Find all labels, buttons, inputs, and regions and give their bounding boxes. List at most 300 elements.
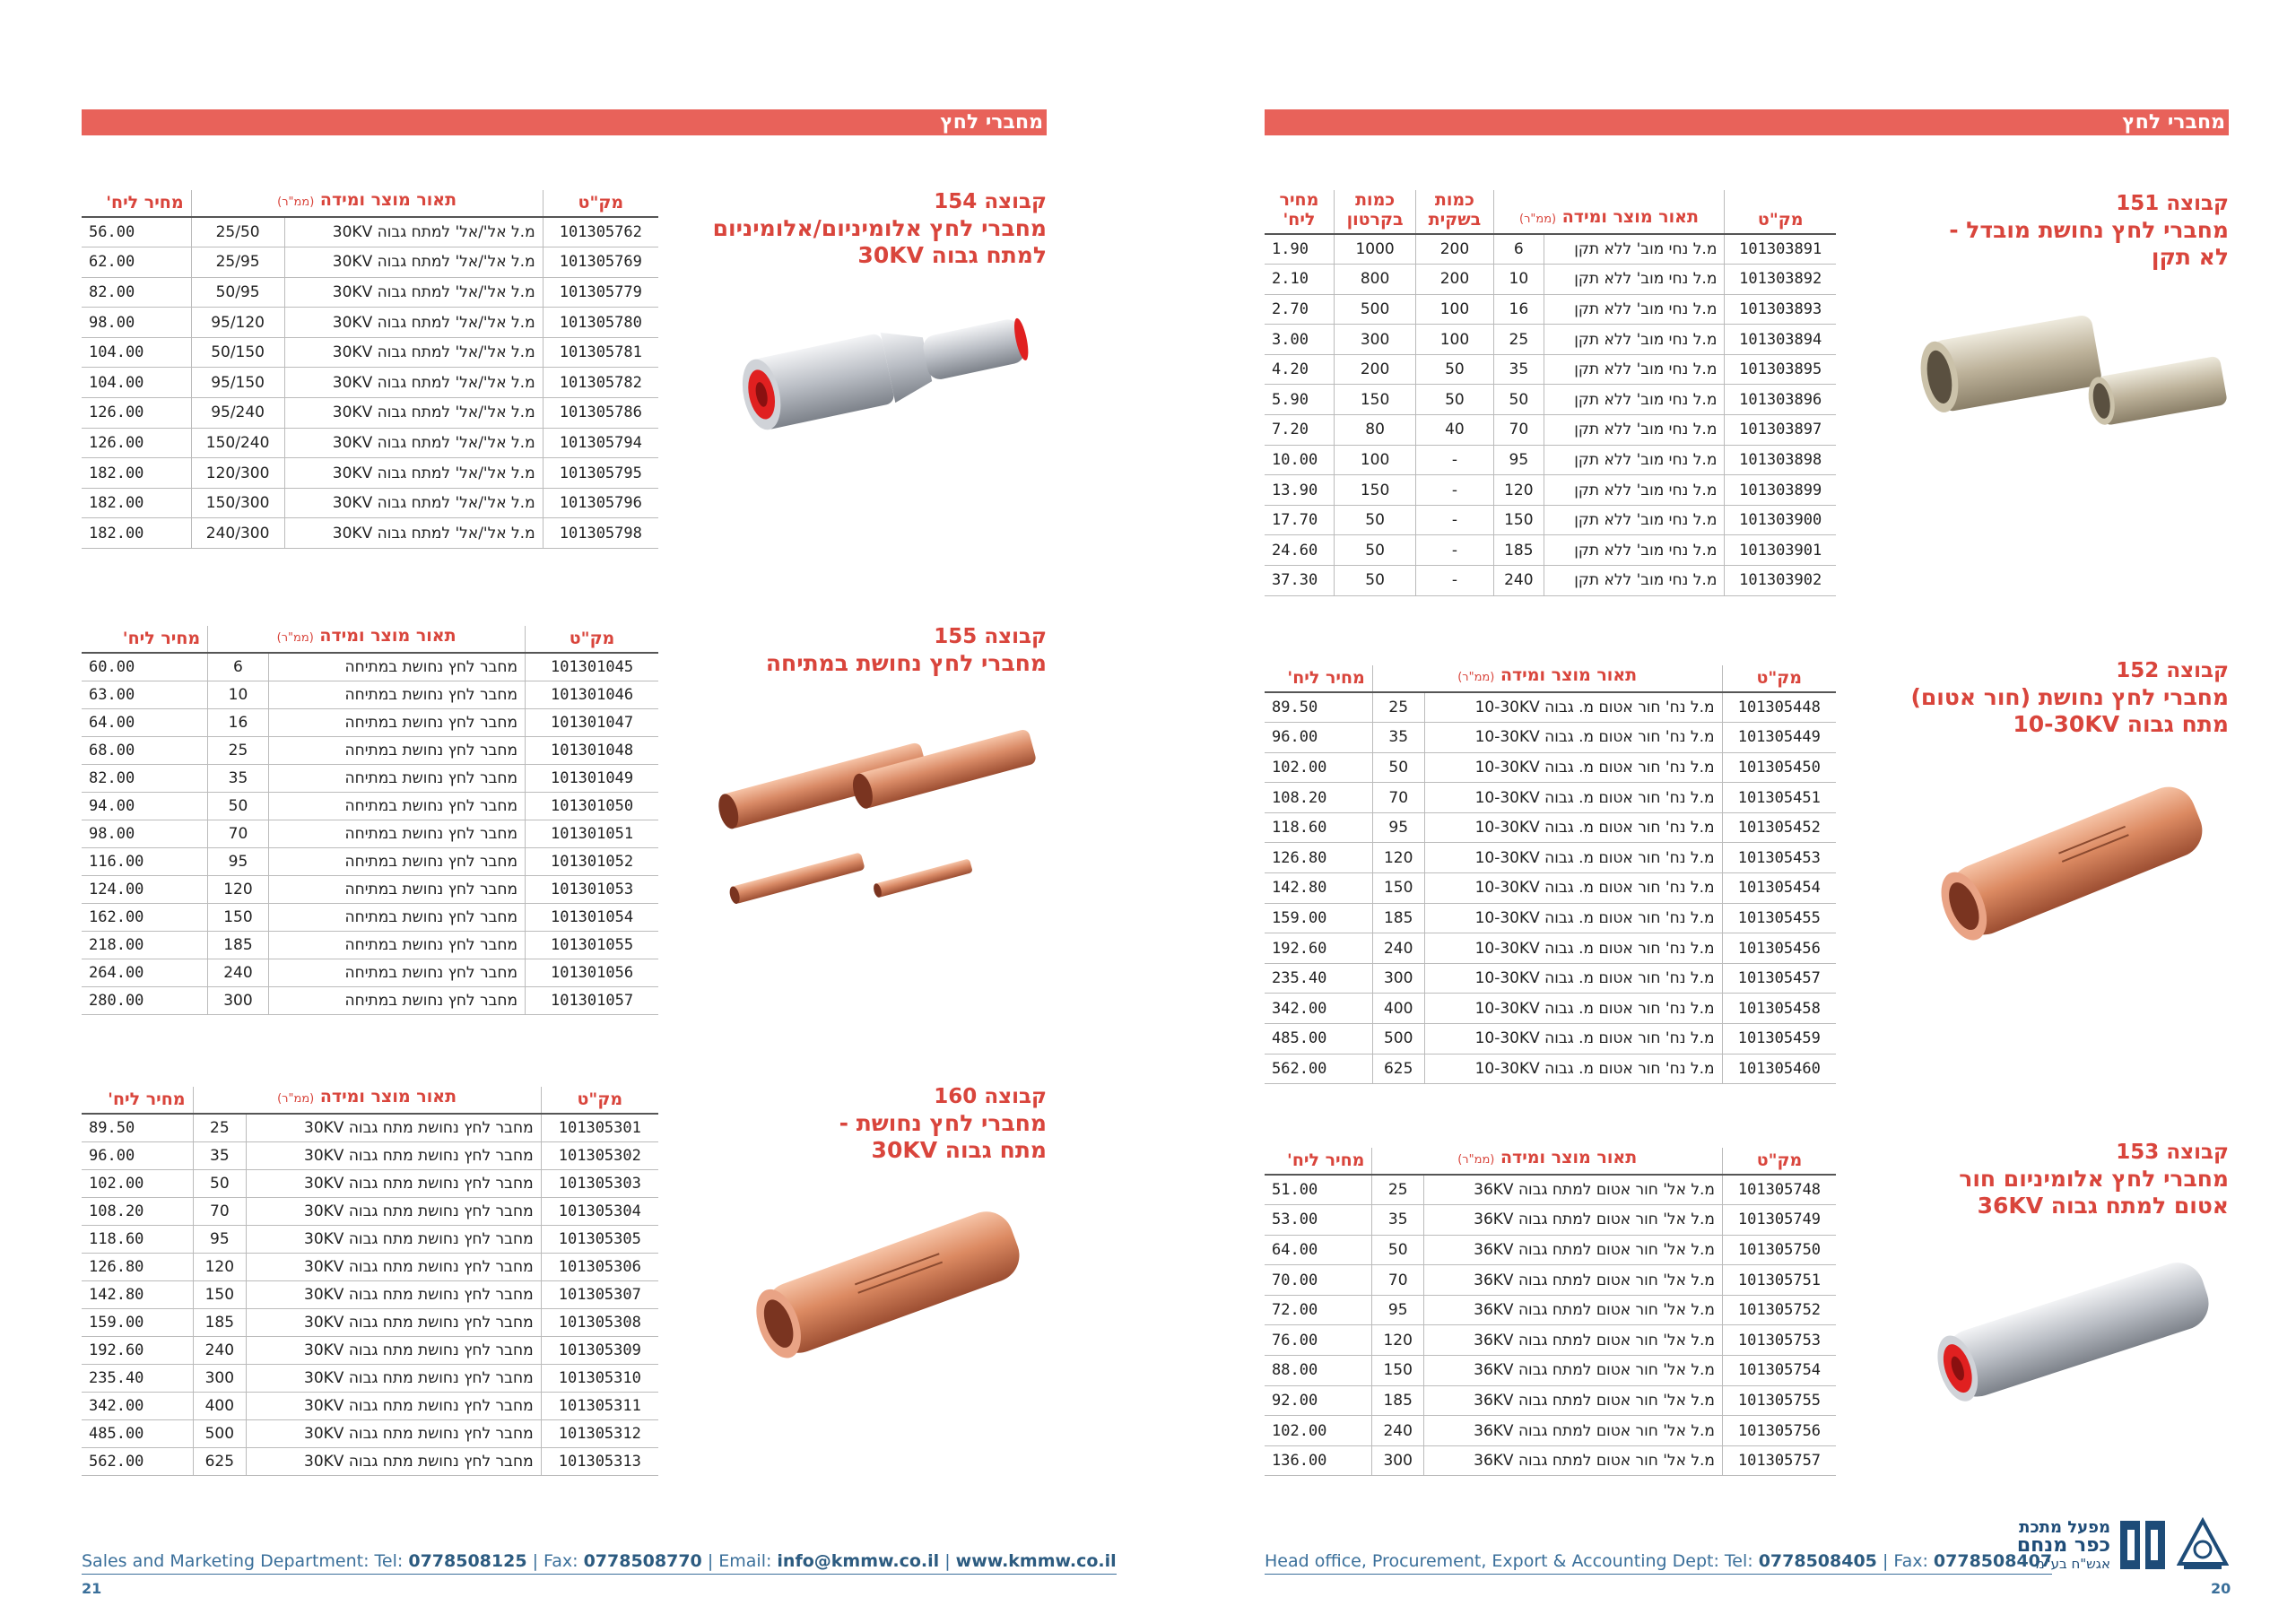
cell-size: 625 xyxy=(193,1447,247,1475)
cell-desc: מ.ל נחי מוב' ללא תקן xyxy=(1544,475,1725,506)
group-154-heading xyxy=(713,188,1047,269)
cell-price: 280.00 xyxy=(82,986,208,1014)
cell-bag: 100 xyxy=(1416,325,1493,355)
cell-size: 10 xyxy=(208,681,269,708)
cell-sku: 101303894 xyxy=(1725,325,1836,355)
cell-size: 120 xyxy=(193,1253,247,1280)
table-row xyxy=(82,247,658,278)
cell-size: 120 xyxy=(1372,1325,1424,1356)
cell-sku: 101301057 xyxy=(526,986,658,1014)
table-row xyxy=(1265,1295,1836,1325)
cell-sku: 101305781 xyxy=(543,337,658,368)
cell-desc: מ.ל אל' חור אטום למתח גבוה 36KV xyxy=(1424,1235,1723,1265)
table-row xyxy=(82,653,658,681)
table-row xyxy=(1265,843,1836,873)
cell-sku: 101303893 xyxy=(1725,294,1836,325)
cell-size: 150/240 xyxy=(191,428,284,458)
table-row xyxy=(82,875,658,903)
table-row xyxy=(1265,873,1836,904)
cell-desc: מ.ל אל' חור אטום למתח גבוה 36KV xyxy=(1424,1416,1723,1446)
cell-size: 16 xyxy=(1493,294,1544,325)
cell-size: 400 xyxy=(193,1392,247,1419)
bag-qty-line1: כמות xyxy=(1434,190,1474,210)
cell-size: 50 xyxy=(1493,385,1544,415)
box-qty-line1: כמות xyxy=(1355,190,1396,210)
table-row xyxy=(82,488,658,518)
group-152-price-table xyxy=(1265,665,1836,1084)
cell-sku: 101305311 xyxy=(541,1392,658,1419)
cell-price: 76.00 xyxy=(1265,1325,1372,1356)
cell-size: 35 xyxy=(208,764,269,792)
cell-size: 120 xyxy=(1493,475,1544,506)
cell-price: 126.00 xyxy=(82,398,191,429)
cell-size: 95/120 xyxy=(191,308,284,338)
cell-size: 25/50 xyxy=(191,217,284,247)
cell-price: 82.00 xyxy=(82,764,208,792)
col-sku-header: מק"ט xyxy=(1722,665,1836,692)
cell-desc: מ.ל אל'/אל' למתח גבוה 30KV xyxy=(284,277,543,308)
cell-price: 192.60 xyxy=(1265,933,1372,964)
aluminium-sealed-connector-photo xyxy=(1924,1246,2229,1408)
group-title: מתח גבוה 10-30KV xyxy=(2013,711,2229,737)
cell-bag: 50 xyxy=(1416,385,1493,415)
cell-price: 142.80 xyxy=(82,1280,193,1308)
cell-desc: מ.ל אל'/אל' למתח גבוה 30KV xyxy=(284,308,543,338)
cell-size: 500 xyxy=(193,1419,247,1447)
table-row xyxy=(82,1336,658,1364)
cell-sku: 101305454 xyxy=(1722,873,1836,904)
cell-desc: מ.ל נחי מוב' ללא תקן xyxy=(1544,415,1725,446)
cell-desc: מ.ל אל' חור אטום למתח גבוה 36KV xyxy=(1424,1175,1723,1205)
footer-email-link[interactable]: info@kmmw.co.il xyxy=(777,1551,940,1571)
company-name-line2: כפר מנחם xyxy=(2016,1534,2110,1557)
table-row xyxy=(82,1197,658,1225)
cell-desc: מחבר לחץ נחושת מתח גבוה 30KV xyxy=(247,1419,542,1447)
group-160-heading xyxy=(839,1083,1047,1164)
table-row xyxy=(82,931,658,959)
cell-box: 200 xyxy=(1334,354,1415,385)
footer-email-label: | Email: xyxy=(707,1551,772,1571)
table-row xyxy=(1265,783,1836,813)
cell-sku: 101305756 xyxy=(1722,1416,1836,1446)
cell-sku: 101303901 xyxy=(1725,535,1836,566)
cell-price: 10.00 xyxy=(1265,445,1334,475)
cell-desc: מחבר לחץ נחושת מתח גבוה 30KV xyxy=(247,1197,542,1225)
cell-price: 37.30 xyxy=(1265,566,1334,596)
cell-sku: 101301054 xyxy=(526,903,658,931)
cell-desc: מ.ל אל'/אל' למתח גבוה 30KV xyxy=(284,458,543,489)
cell-box: 800 xyxy=(1334,265,1415,295)
cell-sku: 101305310 xyxy=(541,1364,658,1392)
cell-desc: מ.ל אל' חור אטום למתח גבוה 36KV xyxy=(1424,1325,1723,1356)
cell-desc: מ.ל אל' חור אטום למתח גבוה 36KV xyxy=(1424,1295,1723,1325)
right-page-footer xyxy=(1265,1551,2052,1575)
group-title: מחברי לחץ נחושת (חור אטום) xyxy=(1910,684,2229,710)
cell-price: 485.00 xyxy=(82,1419,193,1447)
cell-sku: 101301053 xyxy=(526,875,658,903)
cell-price: 126.80 xyxy=(82,1253,193,1280)
cell-price: 102.00 xyxy=(1265,752,1372,783)
table-row xyxy=(82,1419,658,1447)
cell-desc: מחבר לחץ נחושת במתיחה xyxy=(268,875,525,903)
cell-price: 485.00 xyxy=(1265,1024,1372,1055)
cell-price: 96.00 xyxy=(1265,723,1372,753)
col-price-header: מחיר ליח' xyxy=(1265,665,1372,692)
cell-sku: 101305312 xyxy=(541,1419,658,1447)
cell-price: 64.00 xyxy=(1265,1235,1372,1265)
cell-size: 150 xyxy=(1372,1356,1424,1386)
cell-box: 80 xyxy=(1334,415,1415,446)
cell-desc: מ.ל אל'/אל' למתח גבוה 30KV xyxy=(284,488,543,518)
cell-price: 70.00 xyxy=(1265,1265,1372,1296)
table-row xyxy=(1265,723,1836,753)
table-row xyxy=(1265,505,1836,535)
cell-size: 300 xyxy=(1372,1445,1424,1476)
cell-desc: מ.ל נחי מוב' ללא תקן xyxy=(1544,294,1725,325)
cell-size: 625 xyxy=(1372,1054,1424,1084)
cell-sku: 101305301 xyxy=(541,1114,658,1141)
cell-box: 150 xyxy=(1334,475,1415,506)
left-page-header-bar xyxy=(82,109,1047,135)
table-row xyxy=(82,986,658,1014)
table-row xyxy=(1265,752,1836,783)
footer-website-link[interactable]: www.kmmw.co.il xyxy=(955,1551,1117,1571)
cell-size: 10 xyxy=(1493,265,1544,295)
col-price-header xyxy=(1265,190,1334,234)
col-price-header: מחיר ליח' xyxy=(82,190,191,217)
cell-desc: מ.ל אל'/אל' למתח גבוה 30KV xyxy=(284,337,543,368)
cell-desc: מ.ל אל'/אל' למתח גבוה 30KV xyxy=(284,368,543,398)
group-title: לא תקן xyxy=(2151,244,2229,270)
footer-tel[interactable]: 0778508405 xyxy=(1758,1551,1877,1571)
cell-desc: מ.ל אל'/אל' למתח גבוה 30KV xyxy=(284,247,543,278)
cell-box: 1000 xyxy=(1334,234,1415,265)
table-row xyxy=(1265,475,1836,506)
cell-price: 159.00 xyxy=(1265,903,1372,933)
table-row xyxy=(82,1225,658,1253)
cell-size: 25 xyxy=(193,1114,247,1141)
cell-size: 240 xyxy=(1372,933,1424,964)
cell-sku: 101305796 xyxy=(543,488,658,518)
cell-price: 2.70 xyxy=(1265,294,1334,325)
cell-size: 95/150 xyxy=(191,368,284,398)
table-row xyxy=(1265,385,1836,415)
cell-sku: 101303895 xyxy=(1725,354,1836,385)
cell-desc: מ.ל נח' חור אטום מ. גבוה 10-30KV xyxy=(1424,1054,1722,1084)
cell-sku: 101305448 xyxy=(1722,692,1836,723)
group-title: אטום למתח גבוה 36KV xyxy=(1977,1193,2229,1219)
group-number: קבוצה 153 xyxy=(2116,1141,2229,1164)
cell-price: 4.20 xyxy=(1265,354,1334,385)
table-row xyxy=(82,368,658,398)
cell-sku: 101305309 xyxy=(541,1336,658,1364)
cell-desc: מ.ל אל' חור אטום למתח גבוה 36KV xyxy=(1424,1385,1723,1416)
cell-size: 185 xyxy=(1372,1385,1424,1416)
cell-desc: מחבר לחץ נחושת במתיחה xyxy=(268,653,525,681)
cell-price: 92.00 xyxy=(1265,1385,1372,1416)
cell-size: 25 xyxy=(1493,325,1544,355)
group-title: מחברי לחץ נחושת - xyxy=(839,1110,1047,1136)
table-row xyxy=(1265,963,1836,994)
cell-size: 50 xyxy=(1372,752,1424,783)
col-price-header: מחיר ליח' xyxy=(82,1087,193,1114)
cell-price: 7.20 xyxy=(1265,415,1334,446)
table-row xyxy=(1265,903,1836,933)
cell-size: 25 xyxy=(1372,1175,1424,1205)
table-row xyxy=(82,764,658,792)
cell-desc: מחבר לחץ נחושת מתח גבוה 30KV xyxy=(247,1114,542,1141)
cell-desc: מ.ל נח' חור אטום מ. גבוה 10-30KV xyxy=(1424,723,1722,753)
table-row xyxy=(1265,692,1836,723)
table-row xyxy=(82,847,658,875)
cell-desc: מ.ל נח' חור אטום מ. גבוה 10-30KV xyxy=(1424,873,1722,904)
cell-size: 150/300 xyxy=(191,488,284,518)
cell-desc: מ.ל נח' חור אטום מ. גבוה 10-30KV xyxy=(1424,783,1722,813)
price-line1: מחיר xyxy=(1279,190,1319,210)
cell-box: 50 xyxy=(1334,505,1415,535)
desc-label: תאור מוצר ומידה xyxy=(319,190,457,210)
cell-sku: 101303902 xyxy=(1725,566,1836,596)
cell-desc: מחבר לחץ נחושת מתח גבוה 30KV xyxy=(247,1308,542,1336)
cell-sku: 101305307 xyxy=(541,1280,658,1308)
cell-price: 13.90 xyxy=(1265,475,1334,506)
company-logo-icon xyxy=(2117,1517,2169,1573)
cell-sku: 101305779 xyxy=(543,277,658,308)
table-row xyxy=(82,337,658,368)
col-desc-header xyxy=(193,1087,541,1114)
cell-size: 95 xyxy=(1372,1295,1424,1325)
cell-size: 240 xyxy=(1493,566,1544,596)
cell-desc: מ.ל נח' חור אטום מ. גבוה 10-30KV xyxy=(1424,994,1722,1024)
cell-size: 50 xyxy=(193,1169,247,1197)
cell-desc: מ.ל נח' חור אטום מ. גבוה 10-30KV xyxy=(1424,963,1722,994)
bag-qty-line2: בשקית xyxy=(1428,210,1482,230)
cell-size: 70 xyxy=(208,820,269,847)
cell-price: 3.00 xyxy=(1265,325,1334,355)
table-row xyxy=(82,708,658,736)
cell-size: 95 xyxy=(193,1225,247,1253)
table-row xyxy=(82,820,658,847)
cell-sku: 101305308 xyxy=(541,1308,658,1336)
cell-sku: 101301055 xyxy=(526,931,658,959)
group-title: מחברי לחץ נחושת במתיחה xyxy=(765,650,1047,676)
table-row xyxy=(82,458,658,489)
cell-sku: 101305456 xyxy=(1722,933,1836,964)
cell-sku: 101305780 xyxy=(543,308,658,338)
cell-sku: 101305795 xyxy=(543,458,658,489)
cell-size: 25 xyxy=(208,736,269,764)
table-row xyxy=(1265,1416,1836,1446)
cell-price: 342.00 xyxy=(82,1392,193,1419)
cell-sku: 101305769 xyxy=(543,247,658,278)
cell-size: 70 xyxy=(1493,415,1544,446)
copper-tension-connectors-photo xyxy=(713,708,1045,924)
cell-price: 182.00 xyxy=(82,458,191,489)
table-row xyxy=(82,308,658,338)
table-row xyxy=(1265,933,1836,964)
footer-prefix: Sales and Marketing Department: Tel: xyxy=(82,1551,404,1571)
cell-desc: מ.ל אל' חור אטום למתח גבוה 36KV xyxy=(1424,1356,1723,1386)
cell-price: 116.00 xyxy=(82,847,208,875)
desc-label: תאור מוצר ומידה xyxy=(319,1087,457,1107)
cell-sku: 101305452 xyxy=(1722,812,1836,843)
cell-sku: 101305450 xyxy=(1722,752,1836,783)
cell-bag: 50 xyxy=(1416,354,1493,385)
cell-desc: מחבר לחץ נחושת מתח גבוה 30KV xyxy=(247,1225,542,1253)
group-number: קבוצה 154 xyxy=(934,190,1047,213)
cell-desc: מחבר לחץ נחושת במתיחה xyxy=(268,820,525,847)
cell-sku: 101303900 xyxy=(1725,505,1836,535)
cell-size: 95 xyxy=(1493,445,1544,475)
cell-size: 300 xyxy=(208,986,269,1014)
cell-price: 118.60 xyxy=(1265,812,1372,843)
footer-separator: | xyxy=(944,1551,951,1571)
cell-desc: מ.ל נחי מוב' ללא תקן xyxy=(1544,265,1725,295)
cell-price: 104.00 xyxy=(82,337,191,368)
cell-sku: 101305304 xyxy=(541,1197,658,1225)
table-row xyxy=(1265,265,1836,295)
cell-box: 50 xyxy=(1334,566,1415,596)
cell-sku: 101301052 xyxy=(526,847,658,875)
cell-size: 50 xyxy=(208,792,269,820)
group-154-price-table xyxy=(82,190,658,549)
cell-size: 240 xyxy=(193,1336,247,1364)
cell-size: 185 xyxy=(1493,535,1544,566)
table-header-row xyxy=(1265,1148,1836,1175)
cell-size: 120 xyxy=(208,875,269,903)
table-row xyxy=(1265,1205,1836,1236)
desc-label: תאור מוצר ומידה xyxy=(1500,1148,1638,1167)
cell-price: 124.00 xyxy=(82,875,208,903)
cell-sku: 101305303 xyxy=(541,1169,658,1197)
cell-sku: 101305751 xyxy=(1722,1265,1836,1296)
cell-desc: מ.ל נח' חור אטום מ. גבוה 10-30KV xyxy=(1424,933,1722,964)
aluminium-reducing-connector-photo xyxy=(735,291,1040,444)
cell-price: 60.00 xyxy=(82,653,208,681)
group-number: קבוצה 160 xyxy=(934,1085,1047,1108)
col-sku-header: מק"ט xyxy=(526,626,658,653)
cell-desc: מחבר לחץ נחושת במתיחה xyxy=(268,931,525,959)
table-row xyxy=(82,1364,658,1392)
cell-price: 192.60 xyxy=(82,1336,193,1364)
cell-price: 94.00 xyxy=(82,792,208,820)
group-number: קבוצה 152 xyxy=(2116,659,2229,682)
cell-sku: 101303892 xyxy=(1725,265,1836,295)
cell-bag: - xyxy=(1416,566,1493,596)
cell-sku: 101305302 xyxy=(541,1141,658,1169)
cell-sku: 101301056 xyxy=(526,959,658,986)
standards-seal-icon xyxy=(2177,1517,2229,1573)
copper-hv-connector-photo xyxy=(749,1193,1036,1372)
cell-sku: 101301046 xyxy=(526,681,658,708)
cell-sku: 101305305 xyxy=(541,1225,658,1253)
cell-price: 89.50 xyxy=(1265,692,1372,723)
cell-desc: מחבר לחץ נחושת במתיחה xyxy=(268,736,525,764)
cell-size: 185 xyxy=(1372,903,1424,933)
cell-desc: מ.ל נח' חור אטום מ. גבוה 10-30KV xyxy=(1424,692,1722,723)
cell-size: 25 xyxy=(1372,692,1424,723)
table-row xyxy=(1265,325,1836,355)
cell-sku: 101305453 xyxy=(1722,843,1836,873)
table-row xyxy=(1265,294,1836,325)
cell-price: 51.00 xyxy=(1265,1175,1372,1205)
cell-sku: 101305449 xyxy=(1722,723,1836,753)
cell-size: 150 xyxy=(208,903,269,931)
table-row xyxy=(82,1280,658,1308)
left-page-footer xyxy=(82,1551,1117,1575)
cell-sku: 101305457 xyxy=(1722,963,1836,994)
cell-sku: 101305753 xyxy=(1722,1325,1836,1356)
group-151-price-table xyxy=(1265,190,1836,596)
cell-size: 240/300 xyxy=(191,518,284,549)
cell-desc: מ.ל נח' חור אטום מ. גבוה 10-30KV xyxy=(1424,843,1722,873)
cell-bag: - xyxy=(1416,505,1493,535)
box-qty-line2: בקרטון xyxy=(1346,210,1404,230)
table-header-row xyxy=(1265,190,1836,234)
cell-desc: מ.ל אל' חור אטום למתח גבוה 36KV xyxy=(1424,1445,1723,1476)
cell-size: 150 xyxy=(1493,505,1544,535)
footer-tel[interactable]: 0778508125 xyxy=(408,1551,527,1571)
cell-desc: מ.ל נחי מוב' ללא תקן xyxy=(1544,445,1725,475)
cell-price: 182.00 xyxy=(82,518,191,549)
cell-size: 95 xyxy=(1372,812,1424,843)
unit-label: (ממ"ר) xyxy=(276,631,314,645)
cell-desc: מחבר לחץ נחושת במתיחה xyxy=(268,792,525,820)
left-page-number: 21 xyxy=(82,1580,102,1597)
cell-bag: - xyxy=(1416,475,1493,506)
table-row xyxy=(82,736,658,764)
cell-box: 50 xyxy=(1334,535,1415,566)
table-row xyxy=(82,398,658,429)
cell-desc: מחבר לחץ נחושת במתיחה xyxy=(268,903,525,931)
cell-size: 70 xyxy=(1372,783,1424,813)
table-row xyxy=(1265,994,1836,1024)
cell-sku: 101301051 xyxy=(526,820,658,847)
cell-sku: 101305798 xyxy=(543,518,658,549)
cell-sku: 101301047 xyxy=(526,708,658,736)
cell-bag: 100 xyxy=(1416,294,1493,325)
cell-price: 126.00 xyxy=(82,428,191,458)
cell-price: 342.00 xyxy=(1265,994,1372,1024)
group-title: מתח גבוה 30KV xyxy=(871,1137,1047,1163)
cell-price: 562.00 xyxy=(1265,1054,1372,1084)
cell-bag: - xyxy=(1416,535,1493,566)
cell-desc: מחבר לחץ נחושת מתח גבוה 30KV xyxy=(247,1364,542,1392)
cell-price: 56.00 xyxy=(82,217,191,247)
group-153-heading xyxy=(1959,1139,2229,1219)
cell-price: 62.00 xyxy=(82,247,191,278)
cell-size: 120 xyxy=(1372,843,1424,873)
table-row xyxy=(1265,566,1836,596)
cell-sku: 101305782 xyxy=(543,368,658,398)
cell-price: 118.60 xyxy=(82,1225,193,1253)
cell-sku: 101301049 xyxy=(526,764,658,792)
group-title: מחברי לחץ נחושת מובדל - xyxy=(1949,217,2229,243)
cell-sku: 101305750 xyxy=(1722,1235,1836,1265)
group-title: מחברי לחץ אלומיניום/אלומיניום xyxy=(712,215,1047,241)
cell-price: 108.20 xyxy=(82,1197,193,1225)
price-line2: ליח' xyxy=(1283,210,1316,230)
cell-price: 235.40 xyxy=(1265,963,1372,994)
col-sku-header: מק"ט xyxy=(541,1087,658,1114)
cell-desc: מ.ל נח' חור אטום מ. גבוה 10-30KV xyxy=(1424,752,1722,783)
cell-sku: 101303897 xyxy=(1725,415,1836,446)
cell-price: 136.00 xyxy=(1265,1445,1372,1476)
col-price-header: מחיר ליח' xyxy=(1265,1148,1372,1175)
table-row xyxy=(1265,1265,1836,1296)
cell-sku: 101305451 xyxy=(1722,783,1836,813)
cell-price: 235.40 xyxy=(82,1364,193,1392)
